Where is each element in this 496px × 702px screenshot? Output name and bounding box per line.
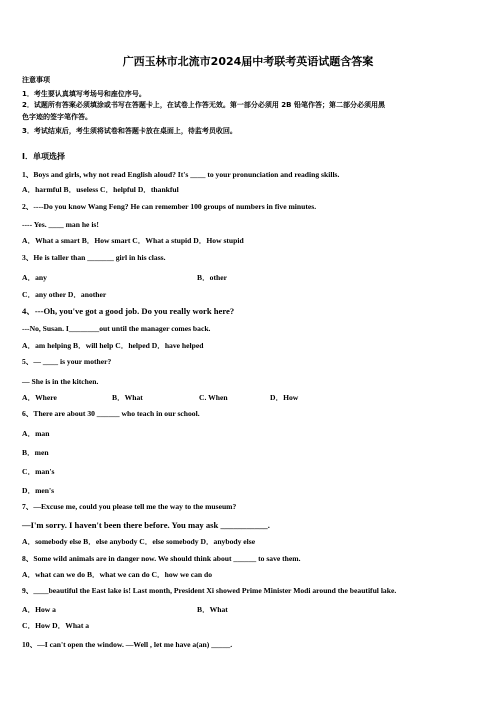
q6-option-a: A．man [22, 429, 50, 438]
q3-option-a: A．any [22, 273, 47, 282]
q4-line2: ---No, Susan. I________out until the manager comes back. [22, 324, 211, 333]
q3-option-cd: C．any other D．another [22, 290, 107, 299]
q7-stem: 7、—Excuse me, could you please tell me the way to the museum? [22, 502, 237, 511]
notice-item-1: 1．考生要认真填写考场号和座位序号。 [22, 90, 146, 98]
notice-item-2-cont: 色字迹的签字笔作答。 [22, 113, 92, 121]
q8-stem: 8、Some wild animals are in danger now. We should think about ______ to save them. [22, 554, 301, 563]
q6-option-d: D．men's [22, 486, 55, 495]
q2-line2: ---- Yes. ____ man he is! [22, 220, 99, 229]
q10-stem: 10、—I can't open the window. —Well , let me have a(an) _____. [22, 640, 233, 649]
q6-option-b: B．men [22, 448, 49, 457]
notice-item-2: 2．试题所有答案必须填涂或书写在答题卡上，在试卷上作答无效。第一部分必须用 2B 铅笔作答；第二部分必须用黑 [22, 101, 385, 109]
q6-option-c: C．man's [22, 467, 55, 476]
q3-option-b: B．other [197, 273, 227, 282]
q7-options: A．somebody else B．else anybody C．else somebody D．anybody else [22, 537, 256, 546]
q7-line2: —I'm sorry. I haven't been there before. You may ask ___________. [22, 520, 270, 530]
q2-options: A．What a smart B．How smart C．What a stupid D．How stupid [22, 236, 244, 245]
q5-stem: 5、— ____ is your mother? [22, 357, 112, 366]
q1-options: A．harmful B．useless C．helpful D．thankful [22, 185, 179, 194]
notice-item-3: 3．考试结束后，考生须将试卷和答题卡放在桌面上，待监考员收回。 [22, 127, 237, 135]
q8-options: A．what can we do B．what we can do C．how we can do [22, 570, 213, 579]
q5-line2: — She is in the kitchen. [22, 377, 99, 386]
q9-stem: 9、____beautiful the East lake is! Last month, President Xi showed Prime Minister Modi around the beautiful lake. [22, 586, 397, 595]
q9-option-b: B．What [197, 605, 228, 614]
q9-option-a: A．How a [22, 605, 56, 614]
q5-option-c: C. When [199, 393, 228, 402]
q1-stem: 1、Boys and girls, why not read English aloud? It's ____ to your pronunciation and reading skills. [22, 170, 340, 179]
q5-option-a: A．Where [22, 393, 57, 402]
q5-option-b: B．What [112, 393, 143, 402]
q2-stem: 2、----Do you know Wang Feng? He can remember 100 groups of numbers in five minutes. [22, 202, 317, 211]
q4-stem: 4、---Oh, you've got a good job. Do you really work here? [22, 306, 235, 316]
notice-heading: 注意事项 [22, 76, 50, 84]
section-heading: Ⅰ．单项选择 [22, 152, 65, 161]
q3-stem: 3、He is taller than _______ girl in his class. [22, 253, 166, 262]
q5-option-d: D．How [270, 393, 299, 402]
q6-stem: 6、There are about 30 ______ who teach in our school. [22, 409, 200, 418]
page-title: 广西玉林市北流市2024届中考联考英语试题含答案 [122, 55, 374, 68]
q9-option-cd: C．How D．What a [22, 621, 90, 630]
q4-options: A．am helping B．will help C．helped D．have helped [22, 341, 204, 350]
